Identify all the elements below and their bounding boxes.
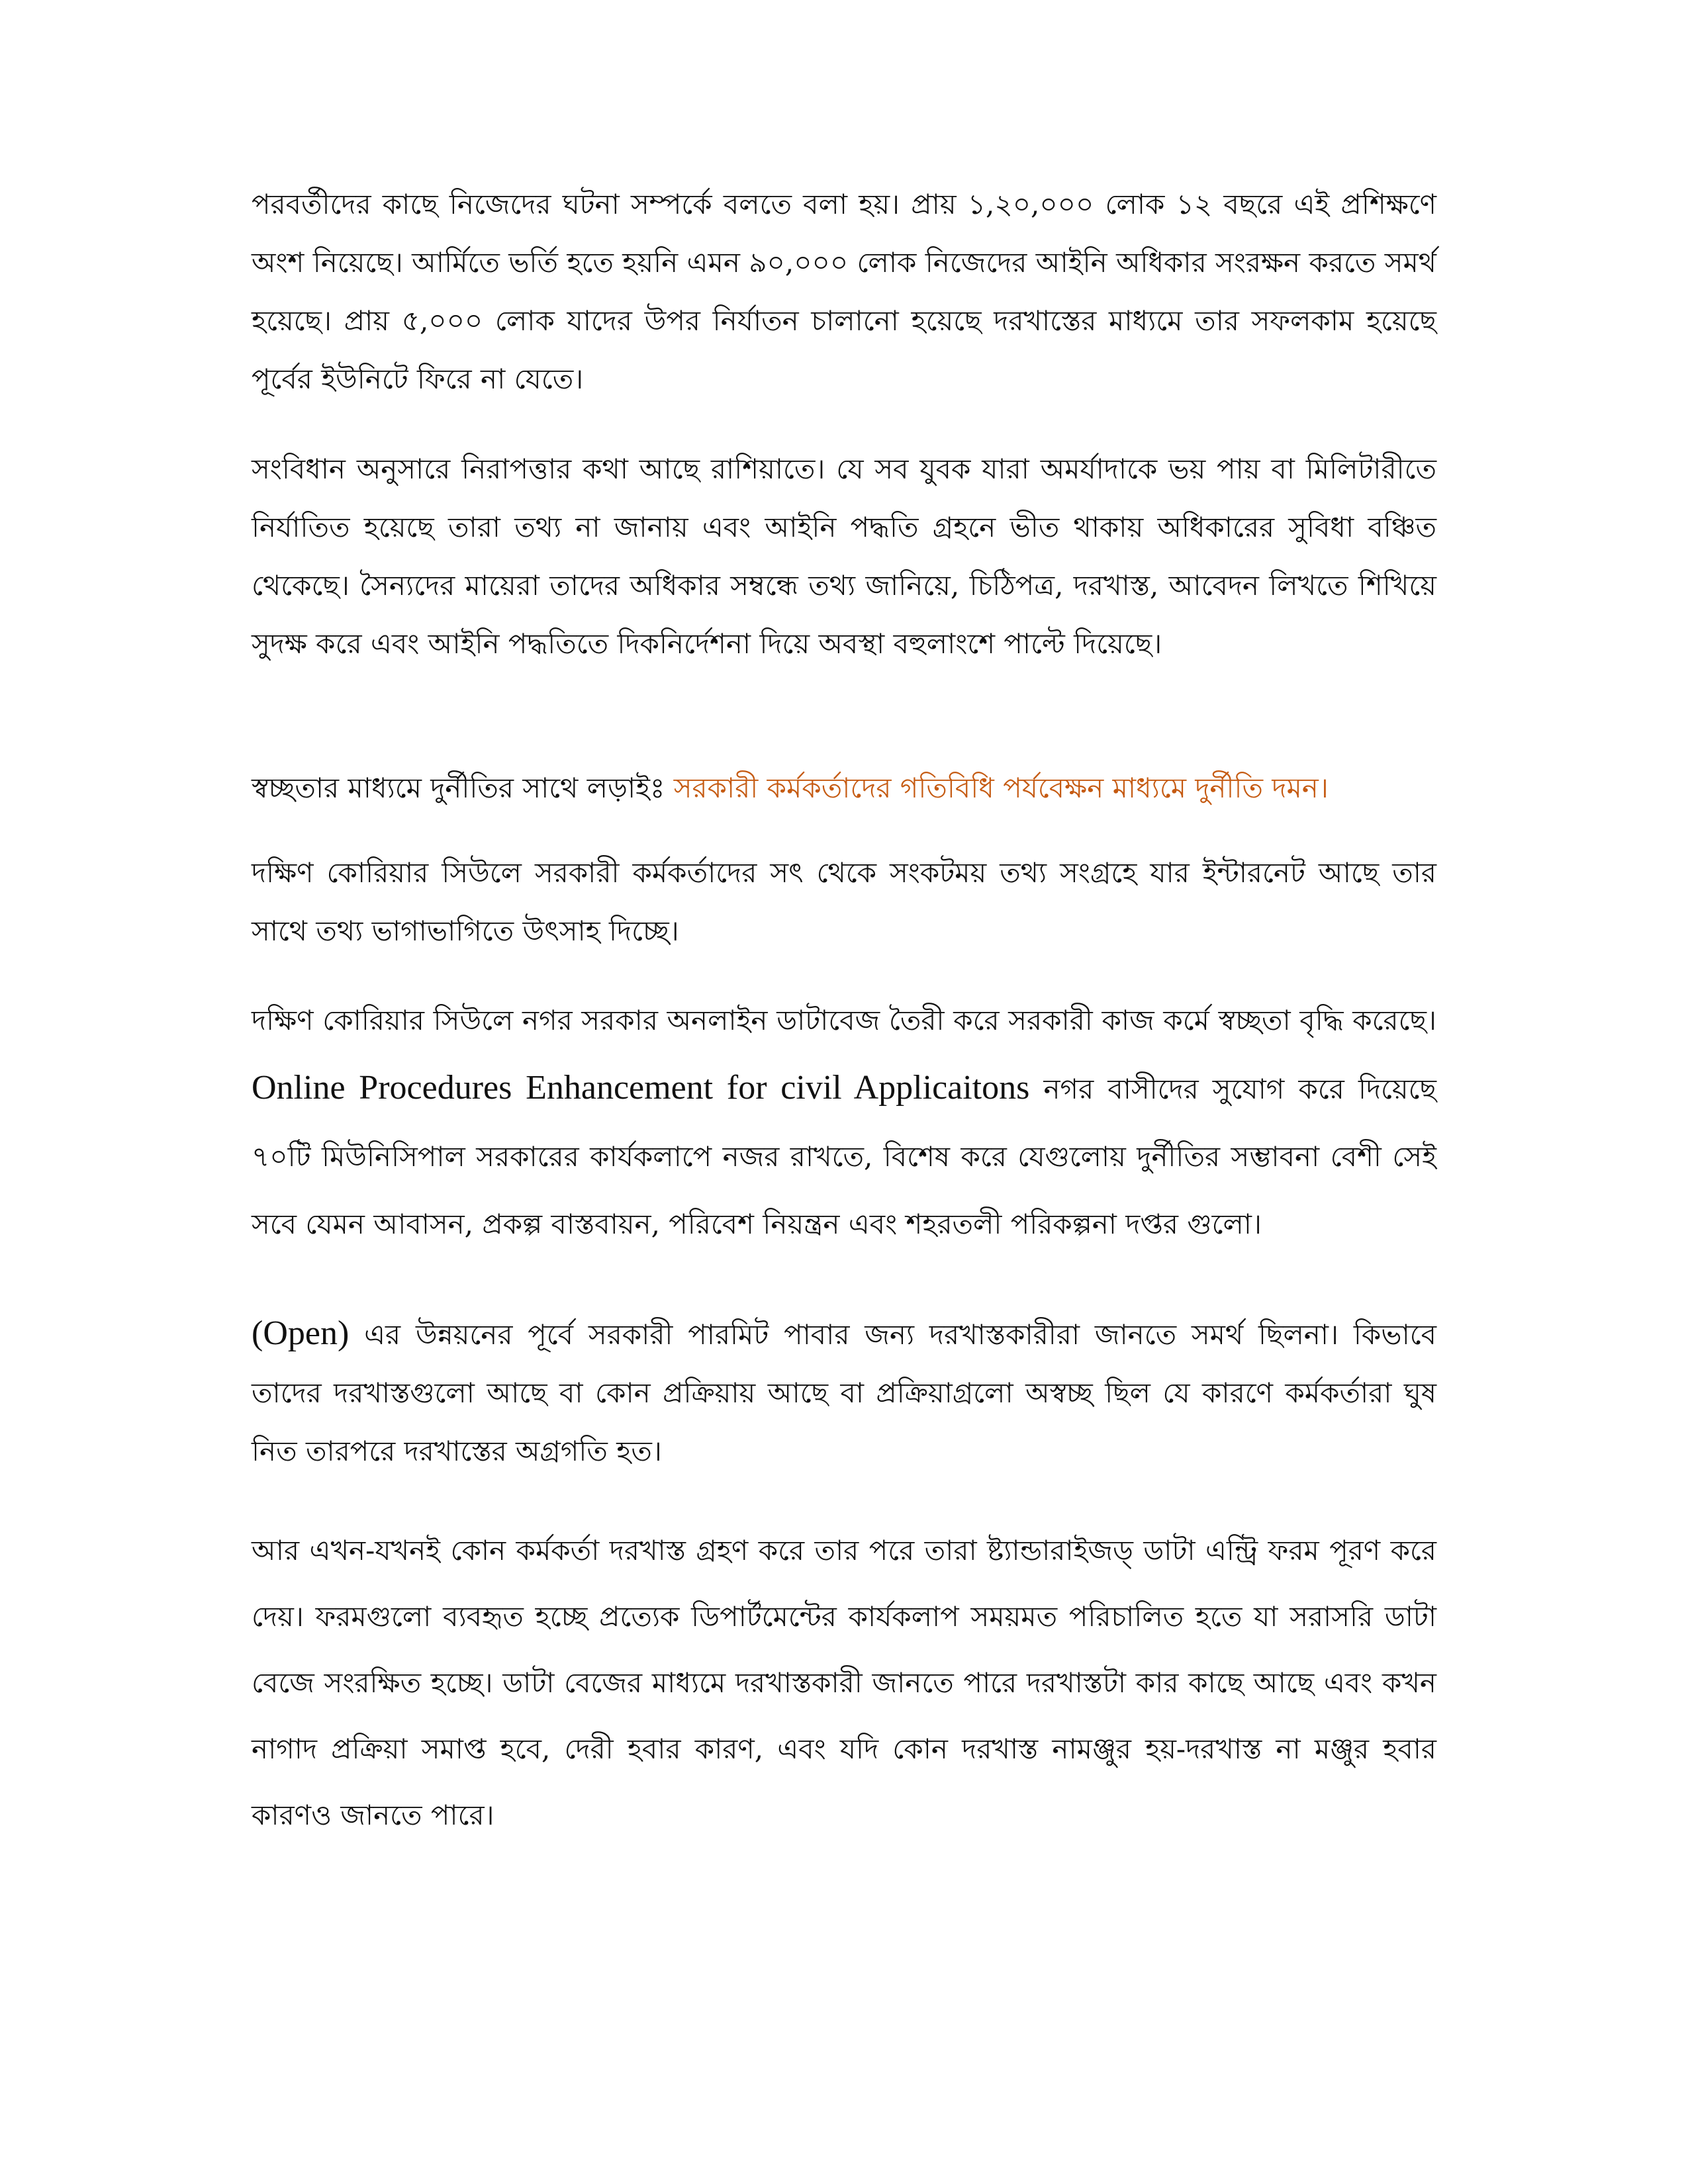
paragraph-data-entry-forms: আর এখন-যখনই কোন কর্মকর্তা দরখাস্ত গ্রহণ করে তার পরে তারা ষ্ট্যান্ডারাইজড্ ডাটা এন্ট্রি ফরম পূরণ করে দেয়। ফরমগুলো ব্যবহৃত হচ্ছে প্রত্যেক ডিপার্টমেন্টের কার্যকলাপ সময়মত পরিচালিত হতে যা সরাসরি ডাটা বেজে সংরক্ষিত হচ্ছে। ডাটা বেজের মাধ্যমে দরখাস্তকারী জানতে পারে দরখাস্তটা কার কাছে আছে এবং কখন নাগাদ প্রক্রিয়া সমাপ্ত হবে, দেরী হবার কারণ, এবং যদি কোন দরখাস্ত নামঞ্জুর হয়-দরখাস্ত না মঞ্জুর হবার কারণও জানতে পারে।	[252, 1534, 1436, 1831]
open-acronym: (Open)	[252, 1314, 350, 1352]
paragraph-before-open	[252, 1304, 1436, 1480]
paragraph-seoul-online-database	[252, 987, 1436, 1258]
section-heading-highlight: সরকারী কর্মকর্তাদের গতিবিধি পর্যবেক্ষন মাধ্যমে দুর্নীতি দমন।	[673, 772, 1329, 804]
paragraph-training-outcomes: পরবর্তীদের কাছে নিজেদের ঘটনা সম্পর্কে বলতে বলা হয়। প্রায় ১,২০,০০০ লোক ১২ বছরে এই প্রশিক্ষণে অংশ নিয়েছে। আর্মিতে ভর্তি হতে হয়নি এমন ৯০,০০০ লোক নিজেদের আইনি অধিকার সংরক্ষন করতে সমর্থ হয়েছে। প্রায় ৫,০০০ লোক যাদের উপর নির্যাতন চালানো হয়েছে দরখাস্তের মাধ্যমে তার সফলকাম হয়েছে পূর্বের ইউনিটে ফিরে না যেতে।	[252, 188, 1436, 395]
section-heading-transparency	[252, 759, 1436, 817]
paragraph-russia-constitution: সংবিধান অনুসারে নিরাপত্তার কথা আছে রাশিয়াতে। যে সব যুবক যারা অমর্যাদাকে ভয় পায় বা মিলিটারীতে নির্যাতিত হয়েছে তারা তথ্য না জানায় এবং আইনি পদ্ধতি গ্রহনে ভীত থাকায় অধিকারের সুবিধা বঞ্চিত থেকেছে। সৈন্যদের মায়েরা তাদের অধিকার সম্বন্ধে তথ্য জানিয়ে, চিঠিপত্র, দরখাস্ত, আবেদন লিখতে শিখিয়ে সুদক্ষ করে এবং আইনি পদ্ধতিতে দিকনির্দেশনা দিয়ে অবস্থা বহুলাংশে পাল্টে দিয়েছে।	[252, 453, 1436, 660]
paragraph-seoul-details: নগর বাসীদের সুযোগ করে দিয়েছে ৭০টি মিউনিসিপাল সরকারের কার্যকলাপে নজর রাখতে, বিশেষ করে যেগুলোয় দুর্নীতির সম্ভাবনা বেশী সেই সবে যেমন আবাসন, প্রকল্প বাস্তবায়ন, পরিবেশ নিয়ন্ত্রন এবং শহরতলী পরিকল্পনা দপ্তর গুলো।	[252, 1073, 1436, 1240]
paragraph-before-open-text: এর উন্নয়নের পূর্বে সরকারী পারমিট পাবার জন্য দরখাস্তকারীরা জানতে সমর্থ ছিলনা। কিভাবে তাদের দরখাস্তগুলো আছে বা কোন প্রক্রিয়ায় আছে বা প্রক্রিয়াগ্রলো অস্বচ্ছ ছিল যে কারণে কর্মকর্তারা ঘুষ নিত তারপরে দরখাস্তের অগ্রগতি হত।	[252, 1318, 1436, 1467]
paragraph-seoul-intro: দক্ষিণ কোরিয়ার সিউলে নগর সরকার অনলাইন ডাটাবেজ তৈরী করে সরকারী কাজ কর্মে স্বচ্ছতা বৃদ্ধি করেছে।	[252, 1004, 1436, 1036]
document-page	[252, 175, 1436, 1848]
section-heading-lead: স্বচ্ছতার মাধ্যমে দুর্নীতির সাথে লড়াইঃ	[252, 772, 674, 804]
open-system-name: Online Procedures Enhancement for civil Applicaitons	[252, 1069, 1030, 1107]
paragraph-seoul-information: দক্ষিণ কোরিয়ার সিউলে সরকারী কর্মকর্তাদের সৎ থেকে সংকটময় তথ্য সংগ্রহে যার ইন্টারনেট আছে তার সাথে তথ্য ভাগাভাগিতে উৎসাহ দিচ্ছে।	[252, 856, 1436, 947]
